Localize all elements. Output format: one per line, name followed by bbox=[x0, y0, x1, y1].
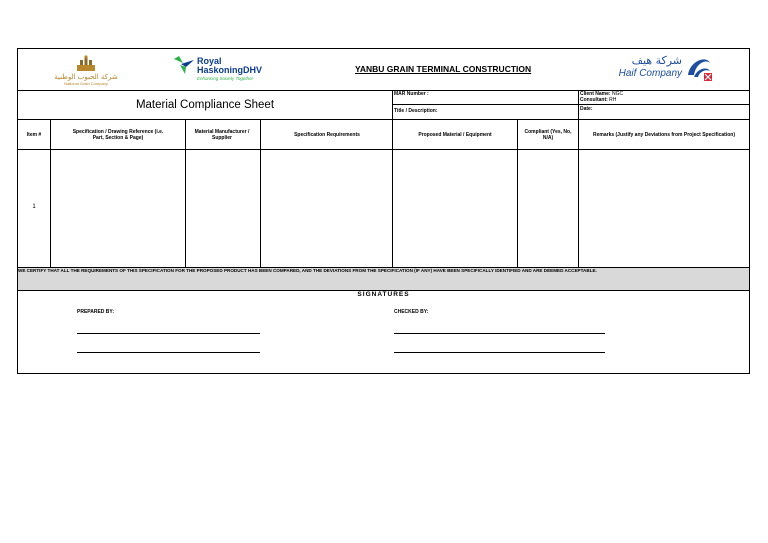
sheet-title: Material Compliance Sheet bbox=[135, 99, 275, 111]
haskoning-bird-icon bbox=[173, 55, 195, 75]
title-description-label: Title / Description: bbox=[394, 108, 438, 114]
column-header-item: Item # bbox=[26, 131, 42, 138]
column-header-spec-requirements: Specification Requirements bbox=[294, 131, 360, 138]
table-row bbox=[18, 150, 749, 267]
haif-arabic-name: شركة هيف bbox=[631, 54, 682, 67]
consultant-label: Consultant: bbox=[580, 97, 608, 103]
haskoning-royal: Royal bbox=[197, 56, 222, 66]
signatures-title: SIGNATURES bbox=[357, 291, 410, 298]
grain-company-english-name: National Grain Company bbox=[64, 81, 108, 86]
client-name-label: Client Name: bbox=[580, 91, 611, 97]
checked-by-date-line[interactable] bbox=[394, 352, 605, 353]
certification-text: WE CERTIFY THAT ALL THE REQUIREMENTS OF THIS SPECIFICATION FOR THE PROPOSED PRODUCT HAS BEEN COMPARED, AND THE DEVIATIONS FROM THE SPECIFICATION (IF ANY) HAVE BEEN SPECIFICALLY IDENTIFIED AND ARE DEEMED ACCEPTABLE. bbox=[18, 268, 597, 273]
mar-number-label: MAR Number : bbox=[394, 91, 429, 97]
grain-emblem-icon bbox=[73, 55, 99, 73]
column-header-proposed-material: Proposed Material / Equipment bbox=[418, 131, 492, 138]
column-header-remarks: Remarks (Justify any Deviations from Project Specification) bbox=[593, 131, 735, 138]
compliance-sheet bbox=[17, 48, 750, 374]
prepared-by-label: PREPARED BY: bbox=[77, 309, 115, 315]
prepared-by-signature-line[interactable] bbox=[77, 333, 260, 334]
haskoning-tagline: Enhancing Society Together bbox=[197, 76, 254, 81]
client-name-value: NGC bbox=[611, 91, 624, 97]
haskoning-name: HaskoningDHV bbox=[197, 65, 263, 75]
date-label: Date: bbox=[580, 106, 593, 112]
consultant-value: RH bbox=[609, 97, 617, 103]
haif-english-name: Haif Company bbox=[618, 68, 682, 79]
grain-company-arabic-name: شركة الحبوب الوطنية bbox=[54, 73, 118, 81]
column-header-compliant: Compliant (Yes, No, N/A) bbox=[524, 128, 572, 141]
project-title: YANBU GRAIN TERMINAL CONSTRUCTION bbox=[355, 64, 532, 74]
checked-by-signature-line[interactable] bbox=[394, 333, 605, 334]
haskoning-logo bbox=[173, 54, 283, 88]
column-header-manufacturer: Material Manufacturer / Supplier bbox=[194, 128, 250, 141]
consultant bbox=[580, 97, 616, 103]
prepared-by-date-line[interactable] bbox=[77, 352, 260, 353]
checked-by-label: CHECKED BY: bbox=[394, 309, 429, 315]
grain-company-logo bbox=[46, 55, 126, 87]
row-item-number: 1 bbox=[32, 204, 36, 210]
haif-emblem-icon bbox=[684, 53, 714, 83]
column-header-spec-reference: Specification / Drawing Reference (i.e. Part, Section & Page) bbox=[72, 128, 164, 141]
haif-company-logo bbox=[608, 53, 728, 87]
